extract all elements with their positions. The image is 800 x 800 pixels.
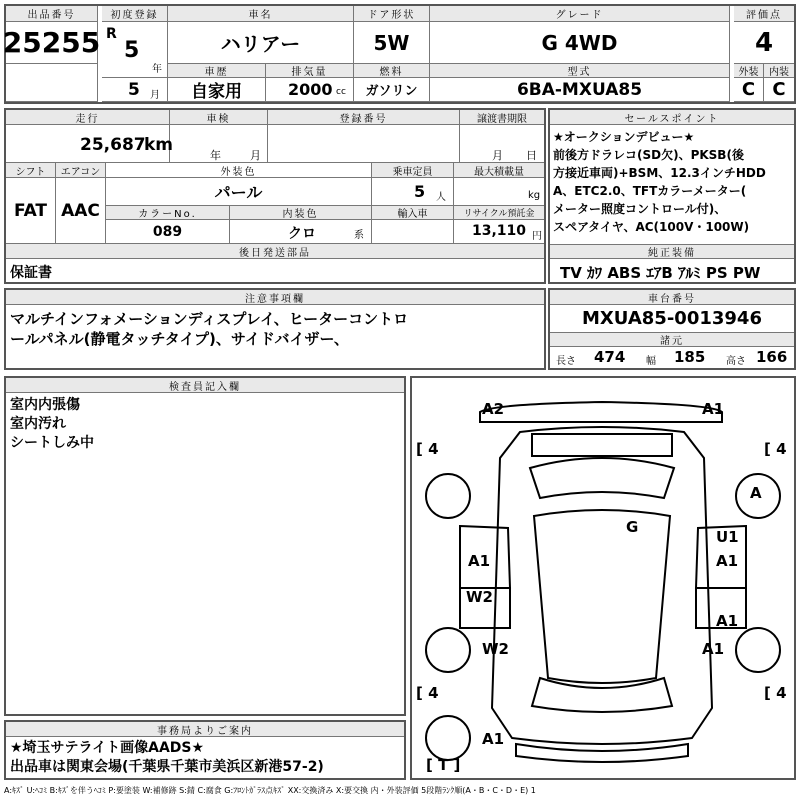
mark-front-left: A2 [482, 400, 505, 418]
displacement-unit: cc [336, 87, 346, 97]
era: R [106, 26, 117, 42]
hood-panel-shape [532, 434, 672, 456]
notes-line: マルチインフォメーションディスプレイ、ヒーターコントロ [10, 310, 409, 328]
inspector-line: シートしみ中 [10, 435, 94, 451]
insp-month-unit: 月 [250, 149, 261, 162]
score-label: 評価点 [734, 6, 794, 22]
door-label: ドア形状 [354, 6, 430, 22]
wheel-rl-shape [426, 628, 470, 672]
model: 6BA-MXUA85 [430, 78, 730, 102]
tire-spare: [ T ] [426, 756, 461, 774]
ext-color-label: 外装色 [106, 163, 372, 178]
name-label: 車名 [168, 6, 354, 22]
mark-rear-right-door: A1 [716, 612, 739, 630]
sales-point-label: セールスポイント [550, 110, 794, 125]
transfer-label: 譲渡書期限 [460, 110, 544, 125]
office-text [10, 739, 324, 777]
ac-label: エアコン [56, 163, 106, 178]
equip-pw: PW [732, 264, 761, 282]
inspection-cell [170, 125, 268, 163]
grade: G 4WD [430, 22, 730, 64]
office-section [4, 720, 406, 780]
capacity: 5 [414, 182, 426, 201]
int-color-cell [230, 220, 372, 244]
width: 185 [674, 348, 706, 366]
max-load-cell [454, 178, 544, 206]
sales-line: 前後方ドラレコ(SD欠)、PKSB(後 [553, 148, 744, 162]
ext-grade: C [734, 78, 764, 102]
sales-line: メーター照度コントロール付)、 [553, 202, 727, 216]
import-label: 輸入車 [372, 206, 454, 220]
fuel: ガソリン [354, 78, 430, 102]
int-grade-label: 内装 [764, 64, 794, 78]
spec-section [4, 108, 546, 284]
tire-tl: [ 4 [416, 440, 439, 458]
transfer-day-unit: 日 [526, 149, 537, 162]
lot-no-label: 出品番号 [6, 6, 98, 22]
recycle-unit: 円 [532, 231, 542, 242]
width-label: 幅 [646, 356, 656, 367]
office-label: 事務局よりご案内 [6, 722, 404, 737]
length: 474 [594, 348, 626, 366]
tire-br: [ 4 [764, 684, 787, 702]
mileage-cell [6, 125, 174, 163]
history-label: 車歴 [168, 64, 266, 78]
chassis-number: MXUA85-0013946 [550, 305, 794, 333]
car-name: ハリアー [168, 22, 354, 64]
notes-section [4, 288, 546, 370]
notes-line: ールパネル(静電タッチタイプ)、サイドバイザー、 [10, 330, 349, 348]
tire-bl: [ 4 [416, 684, 439, 702]
grade-label: グレード [430, 6, 730, 22]
mark-front-right-door: A1 [716, 552, 739, 570]
lot-blank [6, 64, 98, 102]
inspector-line: 室内内張傷 [10, 397, 80, 413]
tire-bl-value: 4 [428, 684, 439, 702]
rear-bumper-shape [516, 744, 688, 762]
capacity-unit: 人 [436, 192, 446, 203]
wheel-rr-shape [736, 628, 780, 672]
chassis-section [548, 288, 796, 370]
reg-no-cell [268, 125, 460, 163]
mark-rear-right-fender: A1 [702, 640, 725, 658]
first-reg-cell [102, 22, 168, 78]
shift: FAT [6, 178, 56, 244]
mark-front-right-fender: U1 [716, 528, 739, 546]
fuel-label: 燃料 [354, 64, 430, 78]
equipment-list [560, 262, 760, 283]
tire-br-value: 4 [776, 684, 787, 702]
sales-point-text [553, 128, 793, 236]
displacement-cell [266, 78, 354, 102]
ext-color: パール [106, 178, 372, 206]
tire-tl-value: 4 [428, 440, 439, 458]
damage-diagram [410, 376, 796, 780]
ac: AAC [56, 178, 106, 244]
inspector-line: 室内汚れ [10, 416, 66, 432]
max-load-unit: kg [528, 190, 541, 201]
capacity-label: 乗車定員 [372, 163, 454, 178]
color-no: 089 [106, 220, 230, 244]
transfer-cell [460, 125, 544, 163]
dims-row [550, 347, 794, 368]
model-label: 型式 [430, 64, 730, 78]
month-unit: 月 [150, 90, 160, 101]
later-parts: 保証書 [10, 265, 52, 281]
mileage-unit: km [144, 135, 174, 155]
windshield-shape [530, 458, 674, 498]
mark-front-right: A1 [702, 400, 725, 418]
first-reg-year: 5 [124, 38, 140, 63]
int-color-unit: 系 [354, 230, 364, 241]
int-color-label: 内装色 [230, 206, 372, 220]
equip-abs: ABS [607, 264, 642, 282]
capacity-cell [372, 178, 454, 206]
inspector-text [10, 396, 94, 453]
shift-label: シフト [6, 163, 56, 178]
height: 166 [756, 348, 788, 366]
front-bumper-shape [480, 400, 725, 422]
door-type: 5W [354, 22, 430, 64]
reg-no-label: 登録番号 [268, 110, 460, 125]
body-shape [492, 427, 712, 744]
equip-leather: ｶﾜ [587, 264, 603, 282]
spare-tire-shape [426, 716, 470, 760]
dims-label: 諸元 [550, 333, 794, 347]
inspector-section [4, 376, 406, 716]
later-parts-cell [6, 259, 544, 282]
lot-no: 25255 [6, 22, 98, 64]
color-no-label: カラーNo. [106, 206, 230, 220]
tire-tr: [ 4 [764, 440, 787, 458]
sales-line: ★オークションデビュー★ [553, 130, 695, 144]
recycle: 13,110 [472, 223, 527, 239]
import-cell [372, 220, 454, 244]
equipment-label: 純正装備 [550, 244, 794, 259]
notes-text [10, 309, 408, 349]
transfer-month-unit: 月 [492, 149, 503, 162]
tire-tr-value: 4 [776, 440, 787, 458]
history: 自家用 [168, 78, 266, 102]
mileage-label: 走行 [6, 110, 170, 125]
car-outline [412, 378, 794, 778]
mark-rear-left-door: W2 [466, 588, 493, 606]
insp-year-unit: 年 [210, 149, 221, 162]
header-section [4, 4, 796, 104]
notes-label: 注意事項欄 [6, 290, 544, 305]
later-parts-label: 後日発送部品 [6, 244, 544, 259]
displacement-label: 排気量 [266, 64, 354, 78]
equip-alloy: ｱﾙﾐ [678, 264, 701, 282]
roof-shape [534, 510, 670, 683]
height-label: 高さ [726, 356, 746, 367]
mark-hood: G [626, 518, 639, 536]
mark-rear-left-fender: W2 [482, 640, 509, 658]
office-line: ★埼玉サテライト画像AADS★ [10, 740, 205, 756]
damage-legend: A:ｷｽﾞ U:ﾍｺﾐ B:ｷｽﾞを伴うﾍｺﾐ P:要塗装 W:補修跡 S:錆 C:腐食 G:ﾌﾛﾝﾄｶﾞﾗｽ点ｷｽﾞ XX:交換済み X:要交換 内・外装評価 5段階ﾗﾝｸ順(A・B・C・D・E) 1 [4, 786, 536, 795]
inspection-label: 車検 [170, 110, 268, 125]
equip-ps: PS [705, 264, 728, 282]
mark-right-front-wheel: A [750, 484, 762, 502]
sales-point-section [548, 108, 796, 284]
equip-tv: TV [560, 264, 582, 282]
tire-spare-value: T [438, 756, 449, 774]
wheel-fl-shape [426, 474, 470, 518]
int-color: クロ [288, 226, 316, 242]
length-label: 長さ [556, 356, 576, 367]
first-reg-month: 5 [128, 80, 140, 100]
mark-rear-bumper: A1 [482, 730, 505, 748]
recycle-cell [454, 220, 544, 244]
sales-line: 方接近車両)+BSM、12.3インチHDD [553, 166, 766, 180]
sales-line: スペアタイヤ、AC(100V・100W) [553, 220, 750, 234]
int-grade: C [764, 78, 794, 102]
mark-front-left-door: A1 [468, 552, 491, 570]
year-unit: 年 [152, 64, 162, 75]
mileage: 25,687 [80, 135, 146, 155]
recycle-label: リサイクル預託金 [454, 206, 544, 220]
equip-airbag: ｴｱB [646, 264, 673, 282]
inspector-label: 検査員記入欄 [6, 378, 404, 393]
first-reg-label: 初度登録 [102, 6, 168, 22]
score: 4 [734, 22, 794, 64]
office-line: 出品車は関東会場(千葉県千葉市美浜区新港57-2) [10, 759, 324, 775]
max-load-label: 最大積載量 [454, 163, 544, 178]
ext-grade-label: 外装 [734, 64, 764, 78]
chassis-label: 車台番号 [550, 290, 794, 305]
displacement: 2000 [288, 80, 333, 99]
first-reg-month-cell [102, 78, 168, 102]
sales-line: A、ETC2.0、TFTカラーメーター( [553, 184, 747, 198]
